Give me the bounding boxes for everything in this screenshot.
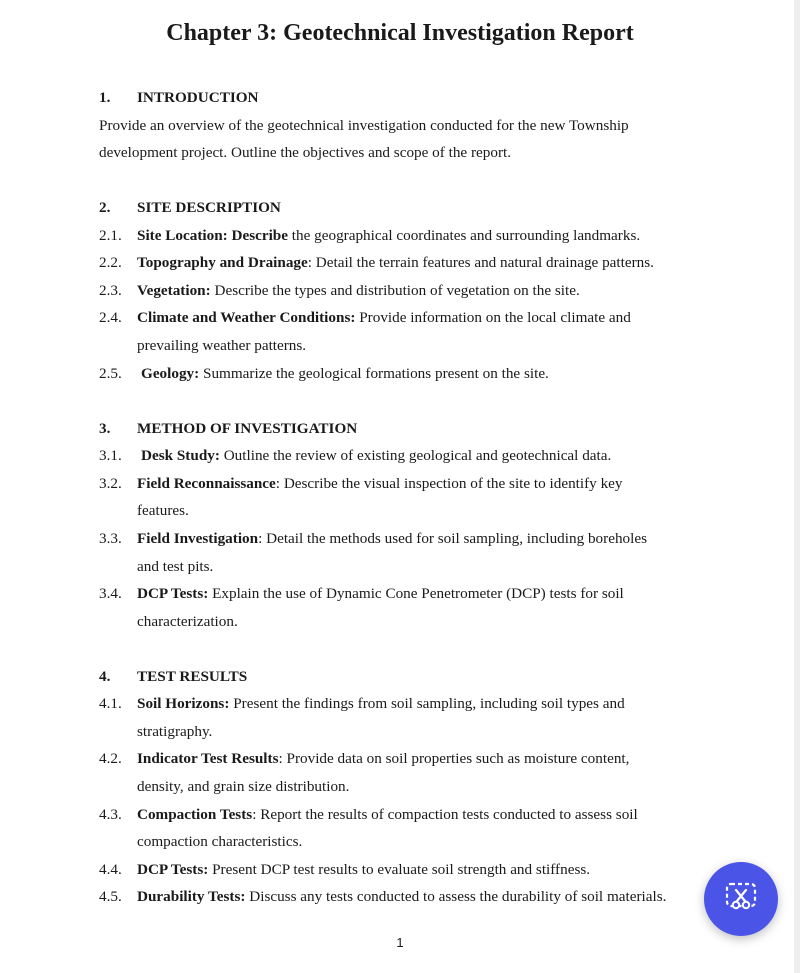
section-title: INTRODUCTION <box>137 89 259 106</box>
item-number: 2.4. <box>99 309 122 327</box>
item-text: : Detail the methods used for soil sampling, including boreholes <box>258 529 647 547</box>
screenshot-scissors-icon <box>724 880 758 919</box>
item-label: Geology: <box>141 364 200 382</box>
document-body <box>99 84 699 911</box>
item-continuation: characterization. <box>137 612 238 630</box>
list-item <box>99 249 699 277</box>
item-continuation: prevailing weather patterns. <box>137 337 307 355</box>
item-number: 2.5. <box>99 364 122 382</box>
item-continuation: stratigraphy. <box>137 722 213 740</box>
item-continuation: features. <box>137 502 189 520</box>
item-number: 4.1. <box>99 695 122 713</box>
item-text: Discuss any tests conducted to assess the durability of soil materials. <box>245 888 667 906</box>
item-label: Climate and Weather Conditions: <box>137 309 356 327</box>
page-edge <box>794 0 800 973</box>
list-item <box>99 360 699 388</box>
item-number: 3.1. <box>99 447 122 465</box>
item-text: Present the findings from soil sampling, including soil types and <box>229 695 625 713</box>
item-text: the geographical coordinates and surrounding landmarks. <box>288 226 641 244</box>
list-item <box>99 580 699 608</box>
item-label: Topography and Drainage <box>137 254 308 272</box>
list-item <box>99 690 699 718</box>
section-heading <box>99 415 699 443</box>
item-label: Indicator Test Results <box>137 750 279 768</box>
screenshot-fab-button[interactable] <box>704 862 778 936</box>
item-label: Field Investigation <box>137 529 259 547</box>
item-label: DCP Tests: <box>137 860 209 878</box>
item-number: 2.1. <box>99 226 122 244</box>
list-item-continuation <box>99 332 699 360</box>
section-number: 2. <box>99 199 111 217</box>
item-label: Compaction Tests <box>137 805 253 823</box>
list-item <box>99 525 699 553</box>
section-title: METHOD OF INVESTIGATION <box>137 419 358 437</box>
item-continuation: density, and grain size distribution. <box>137 777 350 795</box>
list-item-continuation <box>99 718 699 746</box>
list-item <box>99 745 699 773</box>
item-label: Vegetation: <box>137 281 211 299</box>
item-text: Summarize the geological formations present on the site. <box>199 364 549 382</box>
item-text: : Describe the visual inspection of the site to identify key <box>275 474 623 492</box>
section-number: 3. <box>99 419 111 437</box>
item-number: 4.4. <box>99 860 122 878</box>
section-title: TEST RESULTS <box>137 667 248 685</box>
list-item <box>99 304 699 332</box>
page-number: 1 <box>396 935 404 950</box>
list-item-continuation <box>99 553 699 581</box>
item-text: Outline the review of existing geological and geotechnical data. <box>219 447 612 465</box>
paragraph-line: Provide an overview of the geotechnical investigation conducted for the new Township <box>99 116 629 134</box>
list-item-continuation <box>99 828 699 856</box>
list-item <box>99 470 699 498</box>
item-number: 4.5. <box>99 888 122 906</box>
item-label: Site Location: Describe <box>137 226 288 244</box>
list-item <box>99 277 699 305</box>
section-heading <box>99 194 699 222</box>
item-text: : Provide data on soil properties such as moisture content, <box>278 750 630 768</box>
list-item-continuation <box>99 608 699 636</box>
list-item <box>99 856 699 884</box>
list-item <box>99 442 699 470</box>
item-number: 3.3. <box>99 529 122 547</box>
item-number: 3.4. <box>99 585 122 603</box>
item-continuation: compaction characteristics. <box>137 833 303 851</box>
list-item-continuation <box>99 497 699 525</box>
section-heading <box>99 663 699 691</box>
list-item <box>99 222 699 250</box>
item-number: 2.3. <box>99 281 122 299</box>
item-number: 4.2. <box>99 750 122 768</box>
item-text: : Report the results of compaction tests conducted to assess soil <box>252 805 638 823</box>
list-item <box>99 883 699 911</box>
list-item-continuation <box>99 773 699 801</box>
item-number: 4.3. <box>99 805 122 823</box>
list-item <box>99 801 699 829</box>
item-label: DCP Tests: <box>137 585 209 603</box>
section-heading <box>99 84 699 112</box>
item-number: 3.2. <box>99 474 122 492</box>
item-label: Field Reconnaissance <box>137 474 276 492</box>
paragraph-line: development project. Outline the objectives and scope of the report. <box>99 144 512 162</box>
item-label: Soil Horizons: <box>137 695 230 713</box>
item-number: 2.2. <box>99 254 122 272</box>
item-text: Explain the use of Dynamic Cone Penetrometer (DCP) tests for soil <box>208 585 624 603</box>
section-number: 1. <box>99 89 111 106</box>
item-text: Provide information on the local climate and <box>355 309 631 327</box>
item-label: Desk Study: <box>141 447 220 465</box>
section-number: 4. <box>99 667 111 685</box>
item-text: Present DCP test results to evaluate soil strength and stiffness. <box>208 860 591 878</box>
item-text: Describe the types and distribution of vegetation on the site. <box>210 281 580 299</box>
document-title: Chapter 3: Geotechnical Investigation Report <box>166 20 634 46</box>
item-label: Durability Tests: <box>137 888 246 906</box>
item-text: : Detail the terrain features and natural drainage patterns. <box>307 254 654 272</box>
item-continuation: and test pits. <box>137 557 214 575</box>
section-title: SITE DESCRIPTION <box>137 199 281 217</box>
